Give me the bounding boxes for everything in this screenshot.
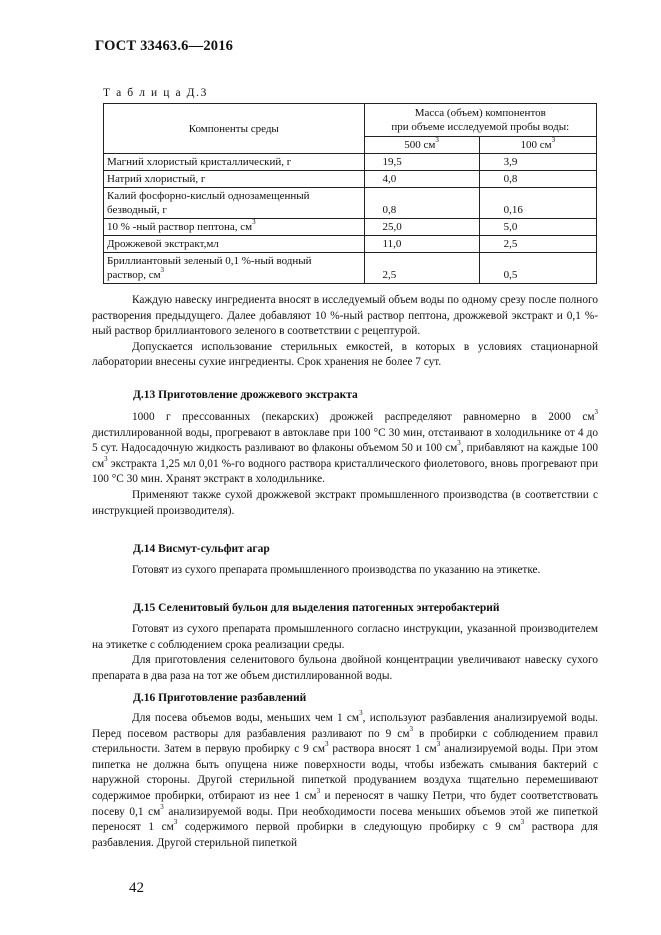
header-mass-line2: при объеме исследуемой пробы воды: bbox=[391, 121, 570, 133]
component-name: Калий фосфорно-кислый однозамещенный безводный, г bbox=[104, 188, 365, 219]
paragraph-block-5 bbox=[92, 711, 598, 851]
value-100: 0,8 bbox=[479, 171, 596, 188]
section-heading-d14: Д.14 Висмут-сульфит агар bbox=[133, 543, 270, 555]
paragraph: Для приготовления селенитового бульона двойной концентрации увеличивают навеску сухого препарата в два раза на тот же объем дистиллированной воды. bbox=[92, 654, 598, 682]
paragraph-block-1 bbox=[92, 293, 598, 371]
value-500: 4,0 bbox=[364, 171, 479, 188]
paragraph: Применяют также сухой дрожжевой экстракт промышленного производства (в соответствии с инструкцией производителя). bbox=[92, 488, 598, 517]
section-heading-d15: Д.15 Селенитовый бульон для выделения патогенных энтеробактерий bbox=[133, 602, 500, 614]
value-100: 2,5 bbox=[479, 236, 596, 253]
paragraph: Допускается использование стерильных емкостей, в которых в условиях стационарной лаборатории внесены сухие ингредиенты. Срок хранения не более 7 сут. bbox=[92, 340, 598, 369]
value-100: 0,5 bbox=[479, 253, 596, 284]
value-100: 3,9 bbox=[479, 154, 596, 171]
header-mass bbox=[364, 104, 596, 137]
header-mass-line1: Масса (объем) компонентов bbox=[414, 107, 546, 119]
table-row bbox=[104, 236, 597, 253]
component-name: Дрожжевой экстракт,мл bbox=[104, 236, 365, 253]
component-name: Натрий хлористый, г bbox=[104, 171, 365, 188]
paragraph-block-3 bbox=[92, 563, 598, 579]
value-500: 2,5 bbox=[364, 253, 479, 284]
components-table bbox=[103, 103, 597, 284]
component-name: Бриллиантовый зеленый 0,1 %-ный водный раствор, $см^3$ bbox=[104, 253, 365, 284]
section-heading-d16: Д.16 Приготовление разбавлений bbox=[133, 692, 307, 704]
page-number: 42 bbox=[129, 880, 144, 896]
section-heading-d13: Д.13 Приготовление дрожжевого экстракта bbox=[133, 389, 358, 401]
component-name: 10 % -ный раствор пептона, $см^3$ bbox=[104, 219, 365, 236]
paragraph: Готовят из сухого препарата промышленного согласно инструкции, указанной производителем на этикетке с соблюдением срока реализации среды. bbox=[92, 623, 598, 651]
standard-header: ГОСТ 33463.6—2016 bbox=[95, 38, 234, 54]
table-row bbox=[104, 171, 597, 188]
header-volume-500: 500 $см^3$ bbox=[364, 137, 479, 154]
table-row bbox=[104, 219, 597, 236]
paragraph: Для посева объемов воды, меньших чем 1 $см^3$, используют разбавления анализируемой воды. Перед посевом растворы для разбавления разливают по 9 $см^3$ в пробирки с соблюдением правил стерильности. Затем в первую пробирку с 9 $см^3$ раствора вносят 1 $см^3$ анализируемой воды. При этом пипетка не должна быть опущена ниже поверхности воды, чтобы избежать смывания бактерий с наружной стороны. Другой стерильной пипеткой продуванием воздуха тщательно перемешивают содержимое пробирки, отбирают из нее 1 $см^3$ и переносят в чашку Петри, что будет соответствовать посеву 0,1 $см^3$ анализируемой воды. При необходимости посева меньших объемов этой же пипеткой переносят 1 $см^3$ содержимого первой пробирки в следующую пробирку с 9 $см^3$ раствора для разбавления. Другой стерильной пипеткой bbox=[92, 709, 599, 849]
paragraph-block-4 bbox=[92, 622, 598, 684]
value-500: 11,0 bbox=[364, 236, 479, 253]
value-500: 25,0 bbox=[364, 219, 479, 236]
value-500: 0,8 bbox=[364, 188, 479, 219]
value-100: 0,16 bbox=[479, 188, 596, 219]
component-name: Магний хлористый кристаллический, г bbox=[104, 154, 365, 171]
header-volume-100: 100 $см^3$ bbox=[479, 137, 596, 154]
paragraph-block-2 bbox=[92, 410, 598, 519]
table-row bbox=[104, 188, 597, 219]
table-row bbox=[104, 253, 597, 284]
paragraph: Готовят из сухого препарата промышленного производства по указанию на этикетке. bbox=[132, 564, 541, 576]
value-500: 19,5 bbox=[364, 154, 479, 171]
table-caption: Т а б л и ц а Д.3 bbox=[103, 87, 208, 99]
paragraph: Каждую навеску ингредиента вносят в исследуемый объем воды по одному срезу после полного растворения предыдущего. Далее добавляют 10 %-ный раствор пептона, дрожжевой экстракт и 0,1 %-ный раствор бриллиантового зеленого в соответствии с рецептурой. bbox=[92, 294, 598, 338]
header-components: Компоненты среды bbox=[104, 104, 365, 154]
table-header-row bbox=[104, 104, 597, 137]
table-row bbox=[104, 154, 597, 171]
paragraph: 1000 г прессованных (пекарских) дрожжей распределяют равномерно в 2000 $см^3$ дистиллированной воды, прогревают в автоклаве при 100 °С 30 мин, отстаивают в холодильнике от 4 до 5 сут. Надосадочную жидкость разливают во флаконы объемом 50 и 100 $см^3$, прибавляют на каждые 100 $см^3$ экстракта 1,25 мл 0,01 %-го водного раствора кристаллического фиолетового, вновь прогревают при 100 °С 30 мин. Хранят экстракт в холодильнике. bbox=[92, 408, 598, 486]
value-100: 5,0 bbox=[479, 219, 596, 236]
